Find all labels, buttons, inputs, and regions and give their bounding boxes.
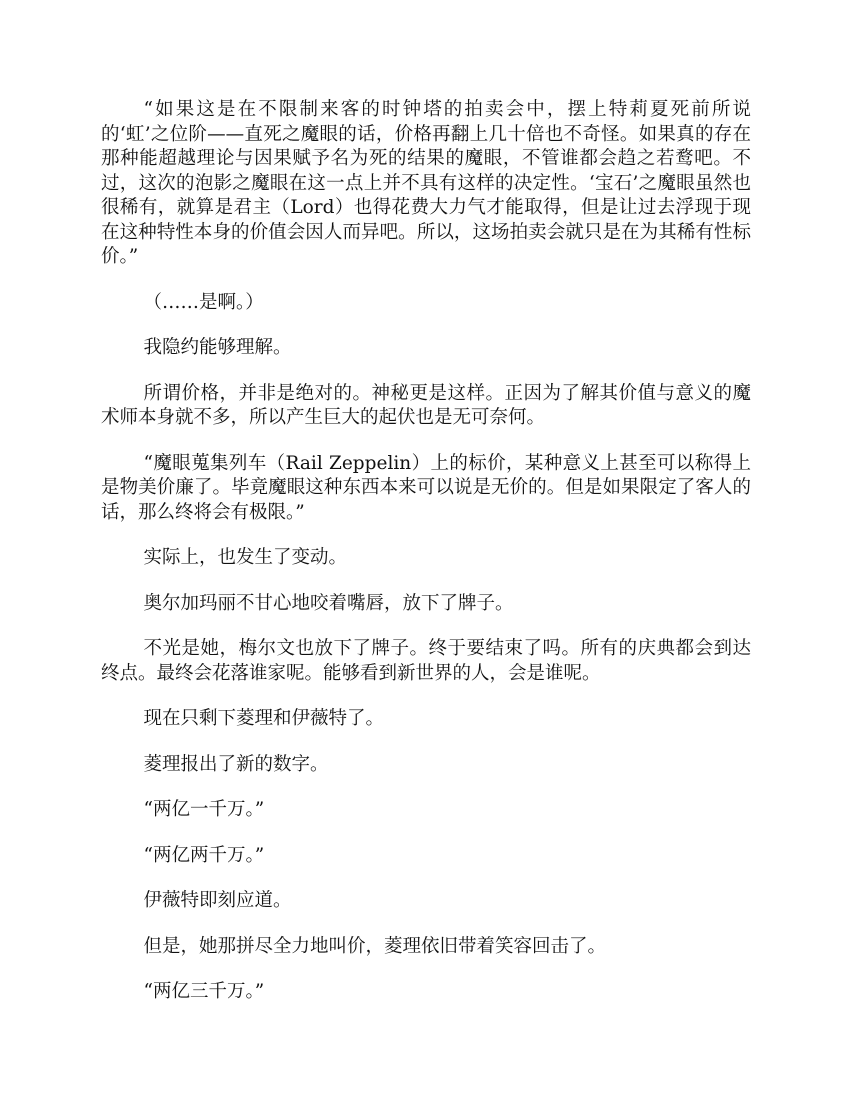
paragraph: 但是，她那拼尽全力地叫价，菱理依旧带着笑容回击了。 — [143, 935, 607, 957]
paragraph: “两亿两千万。” — [143, 844, 265, 866]
document-body — [101, 98, 751, 1026]
paragraph: 伊薇特即刻应道。 — [143, 890, 292, 911]
paragraph: 实际上，也发生了变动。 — [143, 547, 348, 568]
paragraph: “魔眼蒐集列车（Rail Zeppelin）上的标价，某种意义上甚至可以称得上是物美价廉了。毕竟魔眼这种东西本来可以说是无价的。但是如果限定了客人的话，那么终将会有极限。” — [101, 452, 751, 523]
paragraph: 不光是她，梅尔文也放下了牌子。终于要结束了吗。所有的庆典都会到达终点。最终会花落谁家呢。能够看到新世界的人，会是谁呢。 — [101, 638, 751, 684]
paragraph: 奥尔加玛丽不甘心地咬着嘴唇，放下了牌子。 — [143, 592, 514, 614]
paragraph: “两亿三千万。” — [143, 981, 265, 1002]
paragraph: 所谓价格，并非是绝对的。神秘更是这样。正因为了解其价值与意义的魔术师本身就不多，所以产生巨大的起伏也是无可奈何。 — [101, 382, 751, 428]
paragraph: “两亿一千万。” — [143, 799, 265, 820]
paragraph: 现在只剩下菱理和伊薇特了。 — [143, 708, 385, 729]
paragraph: 我隐约能够理解。 — [143, 337, 292, 358]
paragraph: （……是啊。） — [143, 291, 264, 313]
paragraph: “如果这是在不限制来客的时钟塔的拍卖会中，摆上特莉夏死前所说的‘虹’之位阶——直死之魔眼的话，价格再翻上几十倍也不奇怪。如果真的存在那种能超越理论与因果赋予名为死的结果的魔眼，不管谁都会趋之若鹜吧。不过，这次的泡影之魔眼在这一点上并不具有这样的决定性。‘宝石’之魔眼虽然也很稀有，就算是君主（Lord）也得花费大力气才能取得，但是让过去浮现于现在这种特性本身的价值会因人而异吧。所以，这场拍卖会就只是在为其稀有性标价。” — [101, 99, 751, 267]
paragraph: 菱理报出了新的数字。 — [143, 753, 329, 775]
